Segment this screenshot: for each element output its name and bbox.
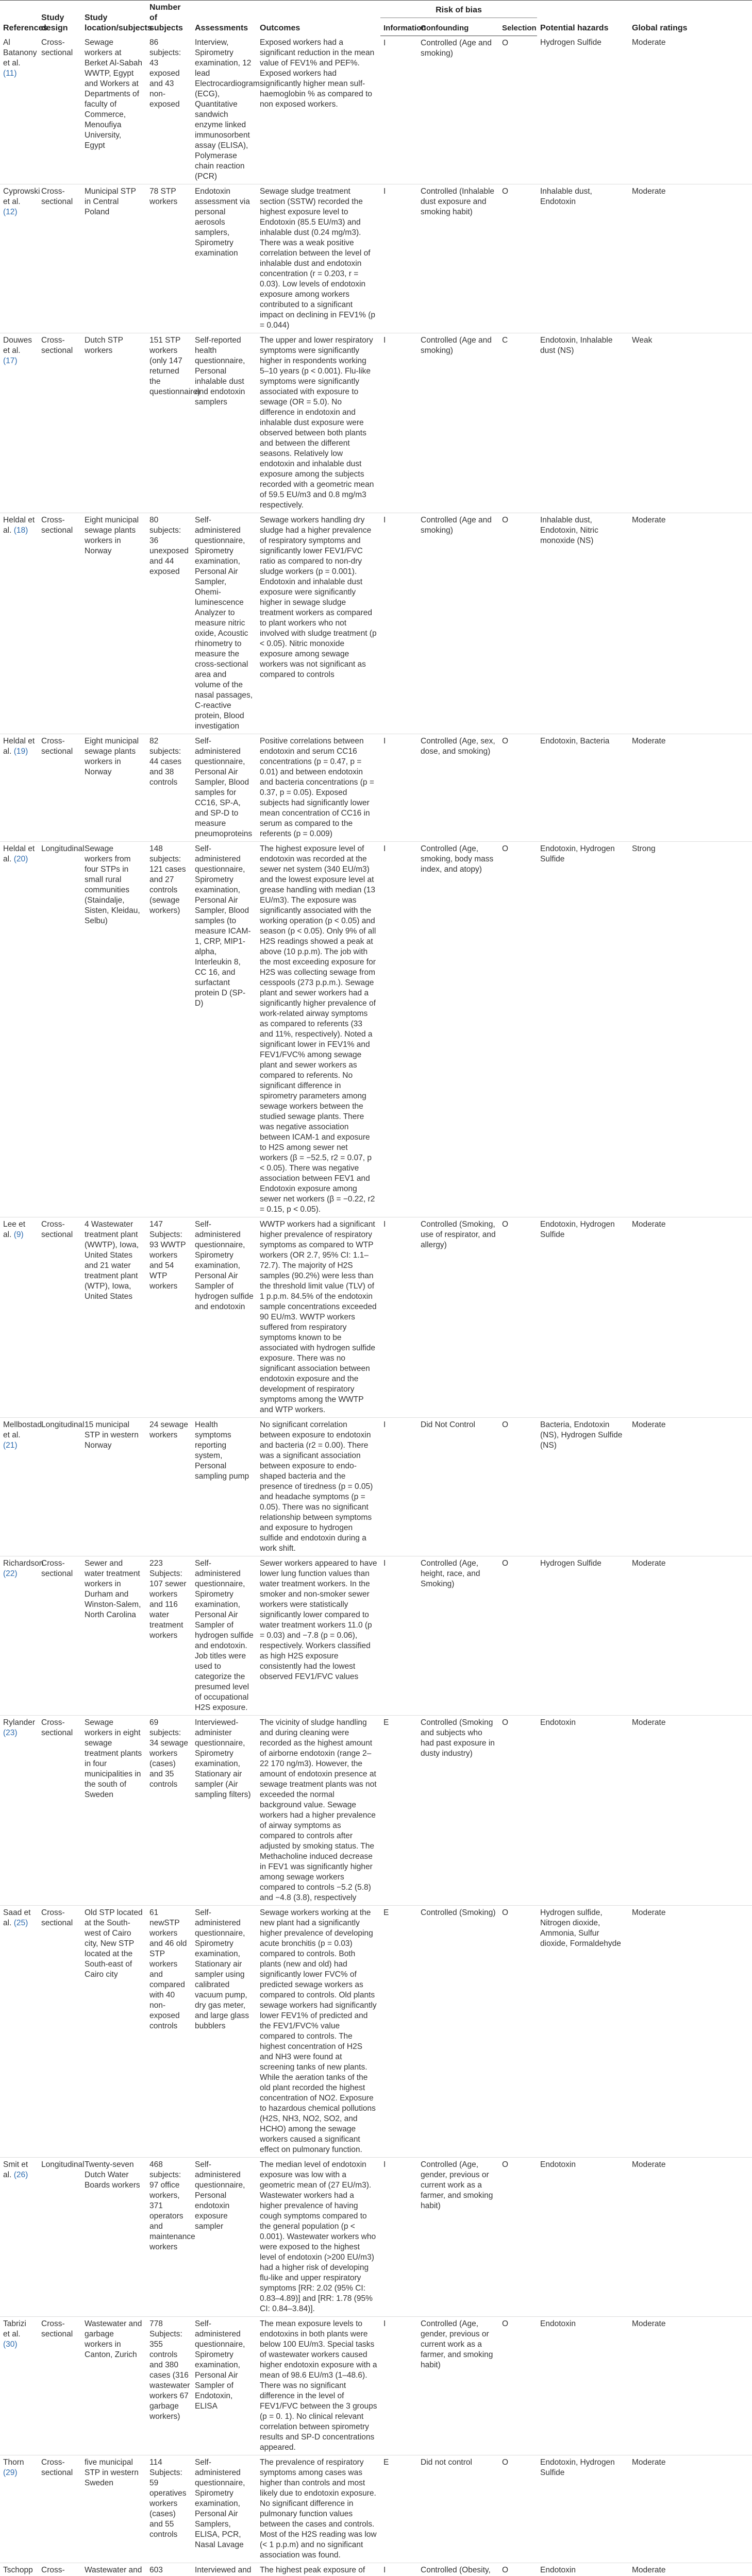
cell-selection: O xyxy=(499,842,537,1217)
cell-selection: O xyxy=(499,1217,537,1418)
cell-outcomes: Exposed workers had a significant reduction in the mean value of FEV1% and PEF%. Exposed workers had significantly higher mean sulf-haemoglobin % as compared to non exposed workers. xyxy=(257,36,380,184)
cell-selection: O xyxy=(499,1906,537,2158)
cell-outcomes: The mean exposure levels to endotoxins in both plants were below 100 EU/m3. Special tasks of wastewater workers caused higher endotoxin exposure with a mean of 98.6 EU/m3 (1–48.6). There was no significant difference in the level of FEV1/FVC between the 3 groups (p = 0. 1). No clinical relevant correlation between spirometry results and SP-D concentrations appeared. xyxy=(257,2317,380,2455)
cell-reference xyxy=(0,734,38,842)
cell-information: E xyxy=(380,1716,417,1906)
cell-confounding: Controlled (Inhalable dust exposure and smoking habit) xyxy=(417,184,499,333)
table-row xyxy=(0,333,752,513)
cell-reference xyxy=(0,842,38,1217)
cell-subjects: 114 Subjects: 59 operatives workers (cases) and 55 controls xyxy=(146,2455,192,2563)
cell-rating: Moderate xyxy=(629,1556,752,1716)
cell-study-design: Cross-sectional xyxy=(38,184,81,333)
cell-information: I xyxy=(380,1217,417,1418)
cell-hazards: Hydrogen sulfide, Nitrogen dioxide, Ammonia, Sulfur dioxide, Formaldehyde xyxy=(537,1906,629,2158)
cell-subjects: 69 subjects: 34 sewage workers (cases) and 35 controls xyxy=(146,1716,192,1906)
cell-study-design: Cross-sectional xyxy=(38,333,81,513)
cell-hazards: Bacteria, Endotoxin (NS), Hydrogen Sulfide (NS) xyxy=(537,1418,629,1556)
table-row xyxy=(0,2158,752,2317)
cell-reference xyxy=(0,184,38,333)
cell-hazards: Endotoxin xyxy=(537,2158,629,2317)
cell-subjects: 778 Subjects: 355 controls and 380 cases (316 wastewater workers 67 garbage workers) xyxy=(146,2317,192,2455)
table-body xyxy=(0,36,752,2576)
table-row xyxy=(0,734,752,842)
cell-information: I xyxy=(380,2563,417,2576)
reference-author: Heldal et al. xyxy=(3,844,35,863)
cell-selection: O xyxy=(499,2455,537,2563)
cell-location: Sewage workers in eight sewage treatment plants in four municipalities in the south of Sweden xyxy=(81,1716,146,1906)
cell-location: Sewage workers at Berket Al-Sabah WWTP, Egypt and Workers at Departments of faculty of Commerce, Menoufiya University, Egypt xyxy=(81,36,146,184)
cell-outcomes: Sewage sludge treatment section (SSTW) recorded the highest exposure level to Endotoxin (85.5 EU/m3) and inhalable dust (0.24 mg/m3). There was a weak positive correlation between the level of inhalable dust and endotoxin concentration (r = 0.203, r = 0.03). Low levels of endotoxin exposure among workers contributed to a significant impact on declining in FEV1% (p = 0.044) xyxy=(257,184,380,333)
cell-outcomes: Sewage workers handling dry sludge had a higher prevalence of respiratory symptoms and significantly lower FEV1/FVC ratio as compared to non-dry sludge workers (p = 0.001). Endotoxin and inhalable dust exposure were significantly higher in sewage sludge treatment workers as compared to plant workers who not involved with sludge treatment (p < 0.05). Nitric monoxide exposure among sewage workers was not significant as compared to controls xyxy=(257,513,380,734)
cell-rating: Moderate xyxy=(629,513,752,734)
header-hazards: Potential hazards xyxy=(537,1,629,36)
cell-rating: Weak xyxy=(629,333,752,513)
citation-link[interactable]: (18) xyxy=(13,526,28,535)
reference-author: Rylander xyxy=(3,1718,36,1727)
reference-author: Mellbostad et al. xyxy=(3,1420,42,1439)
table-row xyxy=(0,2563,752,2576)
cell-selection: O xyxy=(499,513,537,734)
cell-subjects: 603 xyxy=(146,2563,192,2576)
cell-study-design: Cross-sectional xyxy=(38,36,81,184)
cell-confounding: Did Not Control xyxy=(417,1418,499,1556)
cell-hazards: Hydrogen Sulfide xyxy=(537,36,629,184)
cell-rating: Moderate xyxy=(629,1716,752,1906)
header-assessments: Assessments xyxy=(192,1,257,36)
cell-outcomes: The vicinity of sludge handling and during cleaning were recorded as the highest amount of airborne endotoxin (range 2–22 170 ng/m3). However, the amount of endotoxin presence at sewage treatment plants was not exceeded the normal background value. Sewage workers had a higher prevalence of airway symptoms as compared to controls after adjusted by smoking status. The Methacholine induced decrease in FEV1 was significantly higher among sewage workers compared to controls −5.2 (5.8) and −4.8 (3.8), respectively xyxy=(257,1716,380,1906)
cell-hazards: Endotoxin, Inhalable dust (NS) xyxy=(537,333,629,513)
cell-location: Eight municipal sewage plants workers in Norway xyxy=(81,734,146,842)
header-information: Information xyxy=(380,18,417,36)
cell-assessments: Self-administered questionnaire, Spirometry examination, Personal Air Sampler of hydrogen sulfide and endotoxin xyxy=(192,1217,257,1418)
cell-assessments: Self-administered questionnaire, Spirometry examination, Personal Air Sampler of Endotoxin, ELISA xyxy=(192,2317,257,2455)
reference-author: Lee et al. xyxy=(3,1220,26,1239)
reference-author: Smit et al. xyxy=(3,2160,28,2179)
cell-hazards: Endotoxin xyxy=(537,1716,629,1906)
cell-location: five municipal STP in western Sweden xyxy=(81,2455,146,2563)
cell-selection: O xyxy=(499,734,537,842)
cell-rating: Moderate xyxy=(629,1418,752,1556)
cell-study-design: Longitudinal xyxy=(38,1418,81,1556)
cell-subjects: 78 STP workers xyxy=(146,184,192,333)
cell-study-design: Cross-sectional xyxy=(38,1906,81,2158)
citation-link[interactable]: (20) xyxy=(13,855,28,863)
header-location: Study location/subjects xyxy=(81,1,146,36)
cell-hazards: Hydrogen Sulfide xyxy=(537,1556,629,1716)
cell-confounding: Controlled (Smoking) xyxy=(417,1906,499,2158)
cell-study-design: Cross-sectional xyxy=(38,2455,81,2563)
cell-assessments: Self-administered questionnaire, Spirometry examination, Personal Air Samplers, ELISA, PCR, Nasal Lavage xyxy=(192,2455,257,2563)
cell-information: I xyxy=(380,333,417,513)
cell-rating: Moderate xyxy=(629,184,752,333)
cell-selection: O xyxy=(499,2158,537,2317)
cell-information: I xyxy=(380,1556,417,1716)
cell-assessments: Interview, Spirometry examination, 12 lead Electrocardiogram (ECG), Quantitative sandwich enzyme linked immunosorbent assay (ELISA), Polymerase chain reaction (PCR) xyxy=(192,36,257,184)
cell-reference xyxy=(0,1418,42,1556)
cell-reference xyxy=(0,1217,38,1418)
cell-selection: O xyxy=(499,1716,537,1906)
cell-outcomes: Positive correlations between endotoxin and serum CC16 concentrations (p = 0.47, p = 0.01) and between endotoxin and bacteria concentrations (p = 0.37, p = 0.05). Exposed subjects had significantly lower mean concentration of CC16 in serum as compared to the referents (p = 0.009) xyxy=(257,734,380,842)
cell-subjects: 223 Subjects: 107 sewer workers and 116 water treatment workers xyxy=(146,1556,192,1716)
cell-location: Dutch STP workers xyxy=(81,333,146,513)
cell-location: Twenty-seven Dutch Water Boards workers xyxy=(81,2158,146,2317)
cell-study-design: Cross-sectional xyxy=(38,2317,81,2455)
reference-author: Heldal et al. xyxy=(3,516,35,535)
cell-selection: O xyxy=(499,1418,537,1556)
cell-reference xyxy=(0,36,38,184)
cell-location: Sewer and water treatment workers in Durham and Winston-Salem, North Carolina xyxy=(81,1556,146,1716)
reference-author: Thorn xyxy=(3,2458,24,2467)
cell-hazards: Endotoxin, Bacteria xyxy=(537,734,629,842)
cell-assessments: Self-administered questionnaire, Spirometry examination, Personal Air Sampler of hydrogen sulfide and endotoxin. Job titles were used to categorize the presumed level of occupational H2S exposure. xyxy=(192,1556,257,1716)
reference-author: Al Batanony et al. xyxy=(3,38,37,67)
cell-rating: Moderate xyxy=(629,2563,752,2576)
cell-hazards: Inhalable dust, Endotoxin, Nitric monoxide (NS) xyxy=(537,513,629,734)
cell-location: Wastewater and garbage workers in Canton, Zurich xyxy=(81,2317,146,2455)
cell-information: I xyxy=(380,184,417,333)
cell-subjects: 148 subjects: 121 cases and 27 controls (sewage workers) xyxy=(146,842,192,1217)
table-row xyxy=(0,36,752,184)
cell-reference xyxy=(0,1556,44,1716)
cell-assessments: Self-administered questionnaire, Personal endotoxin exposure sampler xyxy=(192,2158,257,2317)
cell-selection: O xyxy=(499,2563,537,2576)
cell-selection: O xyxy=(499,184,537,333)
cell-subjects: 61 newSTP workers and 46 old STP workers and compared with 40 non-exposed controls xyxy=(146,1906,192,2158)
cell-assessments: Self-administered questionnaire, Personal Air Sampler, Blood samples for CC16, SP-A, and SP-D to measure pneumoproteins xyxy=(192,734,257,842)
cell-information: E xyxy=(380,1906,417,2158)
cell-reference xyxy=(0,2455,38,2563)
cell-subjects: 151 STP workers (only 147 returned the questionnaire) xyxy=(146,333,192,513)
cell-selection: O xyxy=(499,1556,537,1716)
cell-subjects: 80 subjects: 36 unexposed and 44 exposed xyxy=(146,513,192,734)
cell-location: Sewage workers from four STPs in small rural communities (Staindalje, Sisten, Kleidau, Selbu) xyxy=(81,842,146,1217)
cell-study-design: Cross-sectional xyxy=(38,1716,81,1906)
cell-study-design: Cross-sectional xyxy=(38,734,81,842)
cell-assessments: Self-administered questionnaire, Spirometry examination, Personal Air Sampler, Blood samples (to measure ICAM-1, CRP, MIP1-alpha, Interleukin 8, CC 16, and surfactant protein D (SP-D) xyxy=(192,842,257,1217)
table-row xyxy=(0,184,752,333)
header-risk-of-bias: Risk of bias xyxy=(380,1,537,18)
cell-location: 15 municipal STP in western Norway xyxy=(81,1418,146,1556)
citation-link[interactable]: (17) xyxy=(3,357,18,365)
cell-reference xyxy=(0,2158,38,2317)
table-row xyxy=(0,1716,752,1906)
cell-hazards: Endotoxin xyxy=(537,2317,629,2455)
cell-outcomes: No significant correlation between exposure to endotoxin and bacteria (r2 = 0.00). There was a significant association between exposure to endo-shaped bacteria and the presence of tiredness (p = 0.05) and headache symptoms (p = 0.05). There was no significant relationship between symptoms and exposure to hydrogen sulfide and endotoxin during a work shift. xyxy=(257,1418,380,1556)
cell-assessments: Self-reported health questionnaire, Personal inhalable dust and endotoxin samplers xyxy=(192,333,257,513)
cell-subjects: 468 subjects: 97 office workers, 371 operators and maintenance workers xyxy=(146,2158,192,2317)
cell-rating: Moderate xyxy=(629,1217,752,1418)
cell-confounding: Controlled (Age and smoking) xyxy=(417,513,499,734)
cell-reference xyxy=(0,333,38,513)
cell-confounding: Controlled (Age, gender, previous or current work as a farmer, and smoking habit) xyxy=(417,2317,499,2455)
citation-link[interactable]: (30) xyxy=(3,2340,18,2349)
header-references: References xyxy=(0,1,38,36)
cell-hazards: Inhalable dust, Endotoxin xyxy=(537,184,629,333)
cell-outcomes: The highest peak exposure of xyxy=(257,2563,380,2576)
cell-subjects: 147 Subjects: 93 WWTP workers and 54 WTP workers xyxy=(146,1217,192,1418)
header-study-design: Study design xyxy=(38,1,81,36)
cell-rating: Moderate xyxy=(629,36,752,184)
cell-selection: C xyxy=(499,333,537,513)
cell-confounding: Controlled (Age and smoking) xyxy=(417,36,499,184)
cell-assessments: Endotoxin assessment via personal aerosols samplers, Spirometry examination xyxy=(192,184,257,333)
cell-rating: Moderate xyxy=(629,1906,752,2158)
citation-link[interactable]: (29) xyxy=(3,2468,18,2477)
cell-assessments: Self-administered questionnaire, Spirometry examination, Stationary air sampler using calibrated vacuum pump, dry gas meter, and large glass bubblers xyxy=(192,1906,257,2158)
table-row xyxy=(0,1906,752,2158)
reference-author: Tabrizi et al. xyxy=(3,2319,26,2338)
cell-outcomes: WWTP workers had a significant higher prevalence of respiratory symptoms as compared to WTP workers (OR 2.7, 95% CI: 1.1–72.7). The majority of H2S samples (90.2%) were less than the threshold limit value (TLV) of 1 p.p.m. 84.5% of the endotoxin sample concentrations exceeded 90 EU/m3. WWTP workers suffered from respiratory symptoms known to be associated with hydrogen sulfide exposure. There was no significant association between endotoxin exposure and the development of respiratory symptoms among the WWTP and WTP workers. xyxy=(257,1217,380,1418)
cell-assessments: Interviewed and xyxy=(192,2563,257,2576)
cell-hazards: Endotoxin xyxy=(537,2563,629,2576)
citation-link[interactable]: (26) xyxy=(13,2171,28,2179)
cell-confounding: Controlled (Smoking and subjects who had past exposure in dusty industry) xyxy=(417,1716,499,1906)
table-row xyxy=(0,1418,752,1556)
cell-reference xyxy=(0,1906,38,2158)
reference-author: Saad et al. xyxy=(3,1908,31,1927)
cell-assessments: Self-administered questionnaire, Spirometry examination, Personal Air Sampler, Ohemi-luminescence Analyzer to measure nitric oxide, Acoustic rhinometry to measure the cross-sectional area and volume of the nasal passages, C-reactive protein, Blood investigation xyxy=(192,513,257,734)
reference-author: Cyprowski et al. xyxy=(3,187,40,206)
cell-rating: Strong xyxy=(629,842,752,1217)
cell-hazards: Endotoxin, Hydrogen Sulfide xyxy=(537,1217,629,1418)
header-subjects: Number of subjects xyxy=(146,1,192,36)
header-ratings: Global ratings xyxy=(629,1,752,36)
cell-information: I xyxy=(380,513,417,734)
header-selection: Selection xyxy=(499,18,537,36)
citation-link[interactable]: (12) xyxy=(3,208,18,216)
cell-outcomes: The upper and lower respiratory symptoms were significantly higher in respondents working 5–10 years (p < 0.001). Flu-like symptoms were significantly associated with exposure to sewage (OR = 5.0). No difference in endotoxin and inhalable dust exposure were observed between both plants and between the different seasons. Relatively low endotoxin and inhalable dust exposure among the subjects recorded with a geometric mean of 59.5 EU/m3 and 0.8 mg/m3 respectively. xyxy=(257,333,380,513)
reference-author: Heldal et al. xyxy=(3,737,35,756)
reference-author: Douwes et al. xyxy=(3,336,32,355)
cell-outcomes: The prevalence of respiratory symptoms among cases was higher than controls and most likely due to endotoxin exposure. No significant difference in pulmonary function values between the cases and controls. Most of the H2S reading was low (< 1 p.p.m) and no significant association was found. xyxy=(257,2455,380,2563)
citation-link[interactable]: (22) xyxy=(3,1569,18,1578)
cell-confounding: Did not control xyxy=(417,2455,499,2563)
cell-study-design: Cross-sectional xyxy=(38,513,81,734)
cell-selection: O xyxy=(499,36,537,184)
cell-reference xyxy=(0,1716,38,1906)
cell-assessments: Interviewed-administer questionnaire, Spirometry examination, Stationary air sampler (Air sampling filters) xyxy=(192,1716,257,1906)
cell-location: Old STP located at the South-west of Cairo city, New STP located at the South-east of Cairo city xyxy=(81,1906,146,2158)
cell-rating: Moderate xyxy=(629,734,752,842)
table-row xyxy=(0,513,752,734)
table-row xyxy=(0,842,752,1217)
cell-outcomes: The median level of endotoxin exposure was low with a geometric mean of (27 EU/m3). Wastewater workers had a higher prevalence of having cough symptoms compared to the general population (p < 0.001). Wastewater workers who were exposed to the highest level of endotoxin (>200 EU/m3) had a higher risk of developing flu-like and upper respiratory symptoms [RR: 2.02 (95% CI: 0.83–4.89)] and [RR: 1.78 (95% CI: 0.84–3.84)]. xyxy=(257,2158,380,2317)
cell-confounding: Controlled (Obesity, xyxy=(417,2563,499,2576)
cell-location: 4 Wastewater treatment plant (WWTP), Iowa, United States and 21 water treatment plant (WTP), Iowa, United States xyxy=(81,1217,146,1418)
cell-confounding: Controlled (Age, gender, previous or current work as a farmer, and smoking habit) xyxy=(417,2158,499,2317)
citation-link[interactable]: (23) xyxy=(3,1728,18,1737)
cell-study-design: Longitudinal xyxy=(38,2158,81,2317)
cell-selection: O xyxy=(499,2317,537,2455)
cell-outcomes: The highest exposure level of endotoxin was recorded at the sewer net system (340 EU/m3) and the lowest exposure level at grease handling with median (13 EU/m3). The exposure was significantly associated with the working operation (p < 0.05) and season (p < 0.05). Only 9% of all H2S readings showed a peak at above (10 p.p.m). The job with the most exceeding exposure for H2S was collecting sewage from cesspools (273 p.p.m.). Sewage plant and sewer workers had a significantly higher prevalence of work-related airway symptoms as compared to referents (33 and 11%, respectively). Noted a significant lower in FEV1% and FEV1/FVC% among sewage plant and sewer workers as compared to referents. No significant difference in spirometry parameters among sewage workers between the studied sewage plants. There was negative association between ICAM-1 and exposure to H2S among sewer net workers (β = −52.5, r2 = 0.07, p < 0.05). There was negative association between FEV1 and Endotoxin exposure among sewer net workers (β = −0.22, r2 = 0.15, p < 0.05). xyxy=(257,842,380,1217)
cell-study-design: Cross-sectional xyxy=(38,1556,81,1716)
cell-hazards: Endotoxin, Hydrogen Sulfide xyxy=(537,842,629,1217)
citation-link[interactable]: (25) xyxy=(13,1919,28,1927)
cell-study-design: Cross- xyxy=(38,2563,81,2576)
cell-information: I xyxy=(380,1418,417,1556)
cell-subjects: 82 subjects: 44 cases and 38 controls xyxy=(146,734,192,842)
cell-assessments: Health symptoms reporting system, Personal sampling pump xyxy=(192,1418,257,1556)
table-row xyxy=(0,2317,752,2455)
reference-author: Richardson xyxy=(3,1559,44,1568)
cell-reference xyxy=(0,513,38,734)
cell-outcomes: Sewer workers appeared to have lower lung function values than water treatment workers. In the smoker and non-smoker sewer workers were statistically significantly lower compared to water treatment workers 11.0 (p = 0.03) and −7.8 (p = 0.06), respectively. Workers classified as high H2S exposure consistently had the lowest observed FEV1/FVC values xyxy=(257,1556,380,1716)
cell-reference xyxy=(0,2317,38,2455)
citation-link[interactable]: (11) xyxy=(3,69,17,78)
cell-confounding: Controlled (Age and smoking) xyxy=(417,333,499,513)
cell-location: Eight municipal sewage plants workers in Norway xyxy=(81,513,146,734)
cell-confounding: Controlled (Age, smoking, body mass index, and atopy) xyxy=(417,842,499,1217)
cell-study-design: Longitudinal xyxy=(38,842,81,1217)
cell-information: I xyxy=(380,2317,417,2455)
table-row xyxy=(0,2455,752,2563)
reference-author: Tschopp xyxy=(3,2566,33,2574)
cell-confounding: Controlled (Age, sex, dose, and smoking) xyxy=(417,734,499,842)
citation-link[interactable]: (19) xyxy=(13,747,28,756)
cell-location: Municipal STP in Central Poland xyxy=(81,184,146,333)
cell-rating: Moderate xyxy=(629,2158,752,2317)
citation-link[interactable]: (9) xyxy=(13,1230,24,1239)
table-header xyxy=(0,1,752,36)
citation-link[interactable]: (21) xyxy=(3,1441,18,1450)
cell-information: E xyxy=(380,2455,417,2563)
table-row xyxy=(0,1556,752,1716)
cell-rating: Moderate xyxy=(629,2455,752,2563)
cell-rating: Moderate xyxy=(629,2317,752,2455)
cell-subjects: 24 sewage workers xyxy=(146,1418,192,1556)
cell-subjects: 86 subjects: 43 exposed and 43 non-exposed xyxy=(146,36,192,184)
cell-hazards: Endotoxin, Hydrogen Sulfide xyxy=(537,2455,629,2563)
cell-information: I xyxy=(380,2158,417,2317)
cell-confounding: Controlled (Age, height, race, and Smoking) xyxy=(417,1556,499,1716)
cell-location: Wastewater and xyxy=(81,2563,146,2576)
cell-outcomes: Sewage workers working at the new plant had a significantly higher prevalence of developing acute bronchitis (p = 0.03) compared to controls. Both plants (new and old) had significantly lower FVC% of predicted sewage workers as compared to controls. Old plants sewage workers had significantly lower FEV1% of predicted and the FEV1/FVC% value compared to controls. The highest concentration of H2S and NH3 were found at screening tanks of new plants. While the aeration tanks of the old plant recorded the highest concentration of NO2. Exposure to hazardous chemical pollutions (H2S, NH3, NO2, SO2, and HCHO) among the sewage workers caused a significant effect on pulmonary function. xyxy=(257,1906,380,2158)
cell-information: I xyxy=(380,842,417,1217)
cell-reference xyxy=(0,2563,38,2576)
table-row xyxy=(0,1217,752,1418)
header-confounding: Confounding xyxy=(417,18,499,36)
header-outcomes: Outcomes xyxy=(257,1,380,36)
cell-information: I xyxy=(380,734,417,842)
cell-information: I xyxy=(380,36,417,184)
cell-confounding: Controlled (Smoking, use of respirator, and allergy) xyxy=(417,1217,499,1418)
cell-study-design: Cross-sectional xyxy=(38,1217,81,1418)
